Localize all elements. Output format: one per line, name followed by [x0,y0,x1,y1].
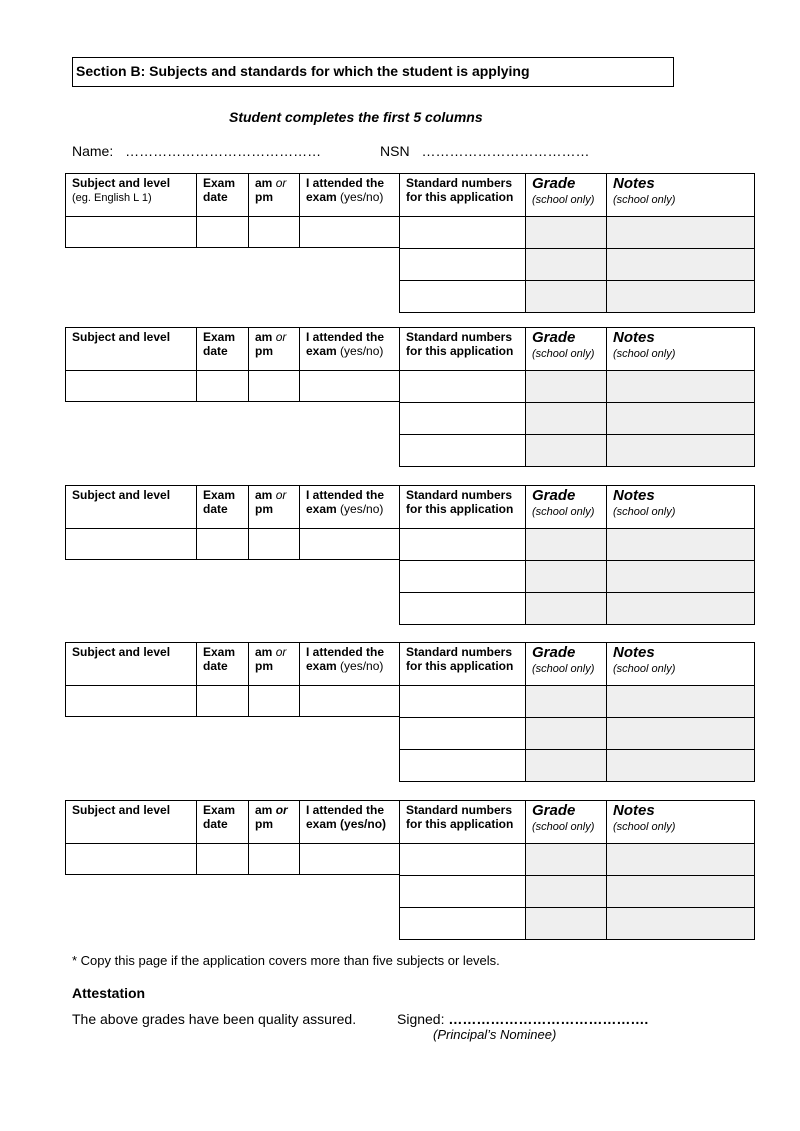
standard-cell[interactable] [399,843,525,940]
grade-cell[interactable] [525,685,606,717]
grade-cell[interactable] [525,907,606,940]
exam-date-header: Exam date [196,800,248,843]
notes-cell[interactable] [606,248,755,281]
standard-row-divider [399,402,525,403]
attended-cell[interactable] [299,843,399,875]
section-title: Subjects and standards for which the student is applying [149,63,530,79]
subject-cell[interactable] [65,216,196,248]
exam-date-header: Exam date [196,327,248,370]
subject-header: Subject and level [65,800,196,843]
grade-cell[interactable] [525,280,606,313]
grade-cell[interactable] [525,560,606,592]
nominee-caption: (Principal’s Nominee) [433,1027,557,1042]
subject-cell[interactable] [65,843,196,875]
notes-cell[interactable] [606,749,755,782]
subject-header: Subject and level (eg. English L 1) [65,173,196,216]
name-dots: …………………………………… [125,143,322,159]
grade-cell[interactable] [525,248,606,280]
attended-cell[interactable] [299,216,399,248]
exam-date-cell[interactable] [196,370,248,402]
subject-cell[interactable] [65,370,196,402]
attended-cell[interactable] [299,370,399,402]
grade-header: Grade (school only) [525,327,606,370]
attended-header: I attended the exam (yes/no) [299,800,399,843]
signed-label: Signed: [397,1011,445,1027]
notes-cell[interactable] [606,528,755,561]
subject-cell[interactable] [65,685,196,717]
notes-header: Notes (school only) [606,800,755,844]
notes-cell[interactable] [606,402,755,435]
instruction-text: Student completes the first 5 columns [229,109,483,125]
am-pm-cell[interactable] [248,216,299,248]
am-pm-header: am or pm [248,485,299,528]
standard-header: Standard numbers for this application [399,642,525,685]
standard-row-divider [399,717,525,718]
grade-cell[interactable] [525,875,606,907]
grade-cell[interactable] [525,717,606,749]
grade-cell[interactable] [525,216,606,248]
attended-cell[interactable] [299,685,399,717]
subject-table-2 [65,327,755,467]
subject-example: (eg. English L 1) [72,192,152,204]
exam-date-cell[interactable] [196,528,248,560]
standard-cell[interactable] [399,685,525,782]
grade-cell[interactable] [525,592,606,625]
grade-header: Grade (school only) [525,800,606,843]
notes-header: Notes (school only) [606,327,755,371]
am-pm-cell[interactable] [248,370,299,402]
name-field[interactable] [72,143,321,159]
exam-date-header: Exam date [196,642,248,685]
subject-cell[interactable] [65,528,196,560]
am-pm-header: am or pm [248,800,299,843]
standard-row-divider [399,280,525,281]
attended-header: I attended the exam (yes/no) [299,485,399,528]
copy-footnote: * Copy this page if the application covers more than five subjects or levels. [72,953,500,968]
standard-row-divider [399,749,525,750]
grade-cell[interactable] [525,370,606,402]
notes-header: Notes (school only) [606,642,755,686]
notes-cell[interactable] [606,434,755,467]
grade-header: Grade (school only) [525,173,606,216]
attended-cell[interactable] [299,528,399,560]
subject-table-4 [65,642,755,782]
attestation-title: Attestation [72,985,146,1001]
attended-header: I attended the exam (yes/no) [299,173,399,216]
standard-cell[interactable] [399,370,525,467]
am-pm-header: am or pm [248,327,299,370]
notes-cell[interactable] [606,685,755,718]
signature-field[interactable] [397,1011,648,1027]
standard-header: Standard numbers for this application [399,800,525,843]
standard-row-divider [399,434,525,435]
nsn-dots: ……………………………… [421,143,590,159]
grade-cell[interactable] [525,402,606,434]
nsn-label: NSN [380,143,410,159]
am-pm-header: am or pm [248,173,299,216]
am-pm-cell[interactable] [248,843,299,875]
standard-header: Standard numbers for this application [399,485,525,528]
exam-date-header: Exam date [196,485,248,528]
standard-cell[interactable] [399,216,525,313]
subject-table-5 [65,800,755,940]
notes-cell[interactable] [606,592,755,625]
notes-header: Notes (school only) [606,485,755,529]
exam-date-cell[interactable] [196,685,248,717]
grade-header: Grade (school only) [525,485,606,528]
subject-table-1 [65,173,755,313]
am-pm-cell[interactable] [248,685,299,717]
exam-date-cell[interactable] [196,216,248,248]
standard-header: Standard numbers for this application [399,173,525,216]
grade-header: Grade (school only) [525,642,606,685]
grade-cell[interactable] [525,528,606,560]
attended-header: I attended the exam (yes/no) [299,642,399,685]
notes-cell[interactable] [606,370,755,403]
standard-row-divider [399,875,525,876]
subject-header: Subject and level [65,327,196,370]
subject-table-3 [65,485,755,625]
exam-date-header: Exam date [196,173,248,216]
standard-header: Standard numbers for this application [399,327,525,370]
notes-cell[interactable] [606,216,755,249]
standard-cell[interactable] [399,528,525,625]
subject-header: Subject and level [65,485,196,528]
section-label: Section B: [76,63,146,79]
grade-cell[interactable] [525,434,606,467]
grade-cell[interactable] [525,749,606,782]
standard-row-divider [399,560,525,561]
notes-cell[interactable] [606,717,755,750]
name-label: Name: [72,143,114,159]
standard-row-divider [399,592,525,593]
am-pm-cell[interactable] [248,528,299,560]
standard-row-divider [399,907,525,908]
notes-cell[interactable] [606,843,755,876]
exam-date-cell[interactable] [196,843,248,875]
standard-row-divider [399,248,525,249]
signed-dots: ……………………………………. [448,1011,649,1027]
section-b-header [72,57,674,87]
grade-cell[interactable] [525,843,606,875]
attestation-text: The above grades have been quality assured. [72,1011,357,1027]
notes-header: Notes (school only) [606,173,755,217]
attended-header: I attended the exam (yes/no) [299,327,399,370]
notes-cell[interactable] [606,875,755,908]
notes-cell[interactable] [606,280,755,313]
notes-cell[interactable] [606,560,755,593]
am-pm-header: am or pm [248,642,299,685]
notes-cell[interactable] [606,907,755,940]
subject-header: Subject and level [65,642,196,685]
nsn-field[interactable] [380,143,589,159]
